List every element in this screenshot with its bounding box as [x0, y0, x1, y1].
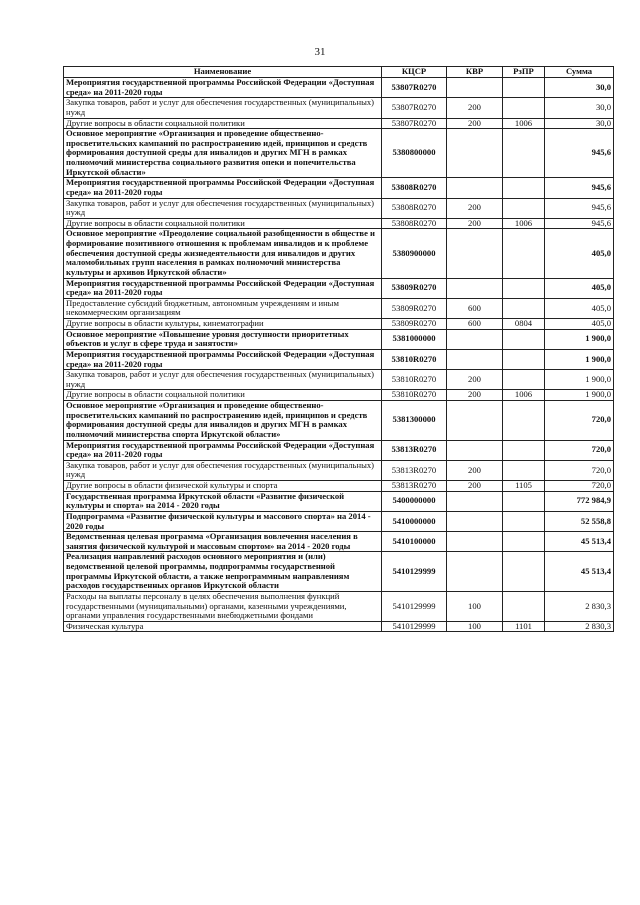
row-kvr: [447, 229, 503, 278]
row-rzpr: [503, 78, 545, 98]
row-kvr: 200: [447, 218, 503, 229]
row-name: Основное мероприятие «Организация и проведение общественно-просветительских кампаний по распространению идей, принципов и средств формирования доступной среды для инвалидов и других МГН в рамках полномочий министерства социального развития опеки и попечительства Иркутской области»: [64, 129, 382, 178]
table-row: [64, 621, 614, 632]
table-row: [64, 298, 614, 318]
table-row: [64, 118, 614, 129]
row-sum: 1 900,0: [545, 349, 614, 369]
row-rzpr: [503, 229, 545, 278]
row-name: Мероприятия государственной программы Российской Федерации «Доступная среда» на 2011-2020 годы: [64, 78, 382, 98]
row-sum: 45 513,4: [545, 532, 614, 552]
row-rzpr: 1006: [503, 118, 545, 129]
row-rzpr: [503, 552, 545, 592]
header-kcsr: КЦСР: [382, 67, 447, 78]
row-kcsr: 5410129999: [382, 591, 447, 621]
row-kcsr: 53807R0270: [382, 118, 447, 129]
row-kcsr: 5410129999: [382, 621, 447, 632]
row-name: Основное мероприятие «Организация и проведение общественно-просветительских кампаний по распространению идей, принципов и средств формирования доступной среды для инвалидов и других МГН в рамках полномочий министерства спорта Иркутской области»: [64, 401, 382, 441]
row-rzpr: [503, 370, 545, 390]
row-kvr: [447, 440, 503, 460]
row-rzpr: 1006: [503, 218, 545, 229]
row-rzpr: [503, 298, 545, 318]
page-number: 31: [314, 46, 326, 58]
row-rzpr: [503, 349, 545, 369]
row-sum: 945,6: [545, 129, 614, 178]
table-row: [64, 78, 614, 98]
row-kvr: [447, 401, 503, 441]
row-kcsr: 53813R0270: [382, 460, 447, 480]
row-sum: 52 558,8: [545, 511, 614, 531]
header-kvr: КВР: [447, 67, 503, 78]
row-sum: 30,0: [545, 98, 614, 118]
row-kvr: [447, 329, 503, 349]
row-name: Расходы на выплаты персоналу в целях обеспечения выполнения функций государственными (муниципальными) органами, казенными учреждениями, органами управления государственными внебюджетными фондами: [64, 591, 382, 621]
row-kvr: 200: [447, 460, 503, 480]
table-row: [64, 329, 614, 349]
row-kvr: [447, 552, 503, 592]
row-kvr: [447, 78, 503, 98]
row-rzpr: [503, 198, 545, 218]
row-kcsr: 53808R0270: [382, 218, 447, 229]
row-kcsr: 53809R0270: [382, 319, 447, 330]
table-row: [64, 178, 614, 198]
row-sum: 1 900,0: [545, 329, 614, 349]
row-kvr: 600: [447, 319, 503, 330]
row-kcsr: 53810R0270: [382, 390, 447, 401]
row-kcsr: 5381300000: [382, 401, 447, 441]
table-row: [64, 591, 614, 621]
row-name: Другие вопросы в области социальной политики: [64, 390, 382, 401]
row-name: Мероприятия государственной программы Российской Федерации «Доступная среда» на 2011-2020 годы: [64, 349, 382, 369]
row-name: Другие вопросы в области социальной политики: [64, 218, 382, 229]
row-kvr: 600: [447, 298, 503, 318]
row-name: Другие вопросы в области социальной политики: [64, 118, 382, 129]
row-kcsr: 53813R0270: [382, 440, 447, 460]
row-sum: 1 900,0: [545, 370, 614, 390]
row-sum: 30,0: [545, 78, 614, 98]
row-kcsr: 5410000000: [382, 511, 447, 531]
header-rzpr: РзПР: [503, 67, 545, 78]
row-kcsr: 5381000000: [382, 329, 447, 349]
row-name: Предоставление субсидий бюджетным, автономным учреждениям и иным некоммерческим организациям: [64, 298, 382, 318]
row-rzpr: [503, 460, 545, 480]
table-row: [64, 218, 614, 229]
row-name: Закупка товаров, работ и услуг для обеспечения государственных (муниципальных) нужд: [64, 460, 382, 480]
row-kvr: 200: [447, 370, 503, 390]
row-name: Подпрограмма «Развитие физической культуры и массового спорта» на 2014 - 2020 годы: [64, 511, 382, 531]
row-rzpr: 0804: [503, 319, 545, 330]
row-kvr: 100: [447, 621, 503, 632]
row-rzpr: [503, 511, 545, 531]
row-sum: 30,0: [545, 118, 614, 129]
row-sum: 2 830,3: [545, 621, 614, 632]
row-kcsr: 53808R0270: [382, 198, 447, 218]
row-sum: 405,0: [545, 319, 614, 330]
row-kvr: 100: [447, 591, 503, 621]
row-sum: 720,0: [545, 460, 614, 480]
row-kvr: 200: [447, 390, 503, 401]
row-kvr: [447, 491, 503, 511]
table-row: [64, 278, 614, 298]
table-row: [64, 98, 614, 118]
row-rzpr: 1105: [503, 481, 545, 492]
row-sum: 1 900,0: [545, 390, 614, 401]
table-row: [64, 481, 614, 492]
row-name: Другие вопросы в области культуры, кинематографии: [64, 319, 382, 330]
table-row: [64, 129, 614, 178]
budget-table: [63, 66, 614, 632]
row-rzpr: [503, 278, 545, 298]
table-row: [64, 440, 614, 460]
table-row: [64, 370, 614, 390]
row-kvr: [447, 511, 503, 531]
row-name: Закупка товаров, работ и услуг для обеспечения государственных (муниципальных) нужд: [64, 370, 382, 390]
row-kcsr: 53807R0270: [382, 98, 447, 118]
row-name: Основное мероприятие «Повышение уровня доступности приоритетных объектов и услуг в сфере труда и занятости»: [64, 329, 382, 349]
row-name: Основное мероприятие «Преодоление социальной разобщенности в обществе и формирование позитивного отношения к проблемам инвалидов и к проблеме обеспечения доступной среды жизнедеятельности для инвалидов и других маломобильных групп населения в рамках полномочий министерства культуры и архивов Иркутской области»: [64, 229, 382, 278]
row-rzpr: [503, 129, 545, 178]
row-name: Реализация направлений расходов основного мероприятия и (или) ведомственной целевой программы, подпрограммы государственной программы Иркутской области, а также непрограммным направлениям расходов государственных органов Иркутской области: [64, 552, 382, 592]
row-rzpr: [503, 491, 545, 511]
row-sum: 945,6: [545, 178, 614, 198]
row-sum: 405,0: [545, 278, 614, 298]
row-name: Ведомственная целевая программа «Организация вовлечения населения в занятия физической культурой и массовым спортом» на 2014 - 2020 годы: [64, 532, 382, 552]
table-row: [64, 532, 614, 552]
row-kvr: 200: [447, 98, 503, 118]
row-sum: 405,0: [545, 229, 614, 278]
row-sum: 945,6: [545, 198, 614, 218]
row-name: Закупка товаров, работ и услуг для обеспечения государственных (муниципальных) нужд: [64, 98, 382, 118]
row-sum: 720,0: [545, 401, 614, 441]
row-name: Физическая культура: [64, 621, 382, 632]
row-kvr: 200: [447, 198, 503, 218]
row-kvr: [447, 178, 503, 198]
row-sum: 945,6: [545, 218, 614, 229]
row-rzpr: [503, 532, 545, 552]
row-kcsr: 53809R0270: [382, 298, 447, 318]
row-sum: 720,0: [545, 481, 614, 492]
row-kcsr: 5410100000: [382, 532, 447, 552]
row-rzpr: [503, 401, 545, 441]
table-row: [64, 198, 614, 218]
row-sum: 772 984,9: [545, 491, 614, 511]
row-kcsr: 53810R0270: [382, 370, 447, 390]
table-header-row: [64, 67, 614, 78]
row-name: Государственная программа Иркутской области «Развитие физической культуры и спорта» на 2014 - 2020 годы: [64, 491, 382, 511]
row-name: Закупка товаров, работ и услуг для обеспечения государственных (муниципальных) нужд: [64, 198, 382, 218]
row-kcsr: 53809R0270: [382, 278, 447, 298]
row-name: Мероприятия государственной программы Российской Федерации «Доступная среда» на 2011-2020 годы: [64, 278, 382, 298]
row-sum: 2 830,3: [545, 591, 614, 621]
table-row: [64, 319, 614, 330]
row-name: Мероприятия государственной программы Российской Федерации «Доступная среда» на 2011-2020 годы: [64, 440, 382, 460]
row-kvr: [447, 349, 503, 369]
row-sum: 45 513,4: [545, 552, 614, 592]
row-rzpr: [503, 591, 545, 621]
row-kcsr: 53807R0270: [382, 78, 447, 98]
row-kcsr: 53813R0270: [382, 481, 447, 492]
table-row: [64, 401, 614, 441]
table-row: [64, 229, 614, 278]
row-sum: 405,0: [545, 298, 614, 318]
row-kcsr: 53810R0270: [382, 349, 447, 369]
row-rzpr: 1101: [503, 621, 545, 632]
row-rzpr: 1006: [503, 390, 545, 401]
row-kcsr: 5400000000: [382, 491, 447, 511]
table-row: [64, 349, 614, 369]
row-rzpr: [503, 329, 545, 349]
row-kvr: 200: [447, 481, 503, 492]
row-rzpr: [503, 178, 545, 198]
row-rzpr: [503, 440, 545, 460]
row-name: Другие вопросы в области физической культуры и спорта: [64, 481, 382, 492]
row-kvr: 200: [447, 118, 503, 129]
table-row: [64, 491, 614, 511]
row-rzpr: [503, 98, 545, 118]
header-name: Наименование: [64, 67, 382, 78]
row-kcsr: 5380800000: [382, 129, 447, 178]
table-row: [64, 552, 614, 592]
table-row: [64, 511, 614, 531]
table-row: [64, 460, 614, 480]
table-row: [64, 390, 614, 401]
row-kvr: [447, 129, 503, 178]
row-kcsr: 5380900000: [382, 229, 447, 278]
row-sum: 720,0: [545, 440, 614, 460]
row-name: Мероприятия государственной программы Российской Федерации «Доступная среда» на 2011-2020 годы: [64, 178, 382, 198]
row-kcsr: 53808R0270: [382, 178, 447, 198]
row-kvr: [447, 278, 503, 298]
header-sum: Сумма: [545, 67, 614, 78]
row-kvr: [447, 532, 503, 552]
row-kcsr: 5410129999: [382, 552, 447, 592]
